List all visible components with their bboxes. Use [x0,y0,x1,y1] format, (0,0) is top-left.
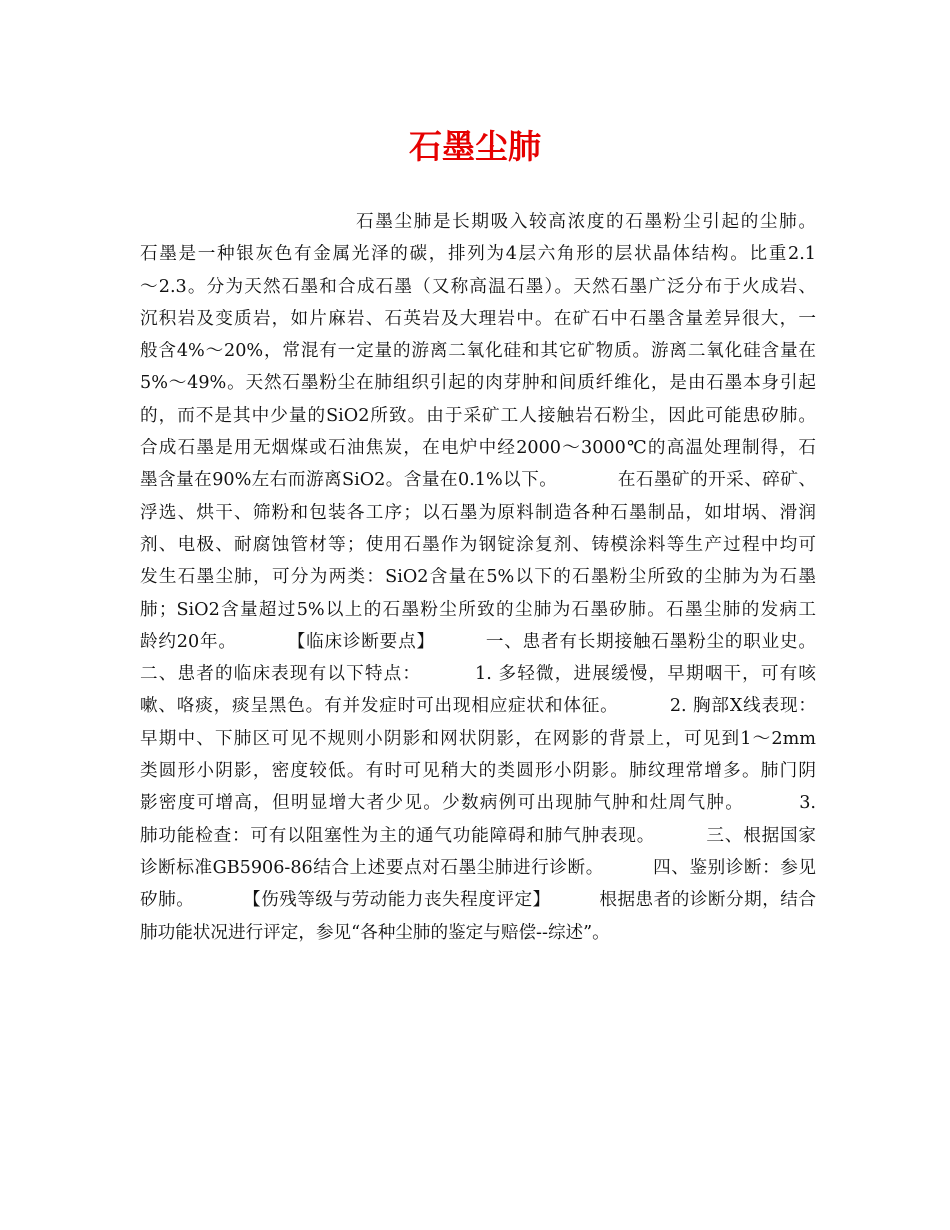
body-line: 类圆形小阴影，密度较低。有时可见稍大的类圆形小阴影。肺纹理常增多。肺门阴 [140,761,816,782]
body-line: 石墨是一种银灰色有金属光泽的碳，排列为4层六角形的层状晶体结构。比重2.1 [140,244,816,265]
body-line: 浮选、烘干、筛粉和包装各工序；以石墨为原料制造各种石墨制品，如坩埚、滑润 [140,502,816,523]
body-line: 诊断标准GB5906-86结合上述要点对石墨尘肺进行诊断。 四、鉴别诊断：参见 [140,857,816,878]
body-line: 石墨尘肺是长期吸入较高浓度的石墨粉尘引起的尘肺。 [356,212,816,232]
document-body [140,206,816,949]
body-line: 二、患者的临床表现有以下特点： 1. 多轻微，进展缓慢，早期咽干，可有咳 [140,664,816,685]
body-line: 影密度可增高，但明显增大者少见。少数病例可出现肺气肿和灶周气肿。 3. [140,793,816,814]
body-line: 早期中、下肺区可见不规则小阴影和网状阴影，在网影的背景上，可见到1～2mm [140,728,816,749]
body-line: 合成石墨是用无烟煤或石油焦炭，在电炉中经2000～3000℃的高温处理制得，石 [140,438,816,459]
body-line: 5%～49%。天然石墨粉尘在肺组织引起的肉芽肿和间质纤维化，是由石墨本身引起 [140,373,816,394]
body-line: 的，而不是其中少量的SiO2所致。由于采矿工人接触岩石粉尘，因此可能患矽肺。 [140,405,816,426]
body-line: 般含4%～20%，常混有一定量的游离二氧化硅和其它矿物质。游离二氧化硅含量在 [140,341,816,362]
body-line: 肺功能检查：可有以阻塞性为主的通气功能障碍和肺气肿表现。 三、根据国家 [140,825,816,846]
body-line: 沉积岩及变质岩，如片麻岩、石英岩及大理岩中。在矿石中石墨含量差异很大，一 [140,308,816,329]
document-title: 石墨尘肺 [409,127,541,166]
body-line: 嗽、咯痰，痰呈黑色。有并发症时可出现相应症状和体征。 2. 胸部X线表现： [140,696,816,717]
body-line: ～2.3。分为天然石墨和合成石墨（又称高温石墨）。天然石墨广泛分布于火成岩、 [140,276,816,297]
body-line: 肺；SiO2含量超过5%以上的石墨粉尘所致的尘肺为石墨矽肺。石墨尘肺的发病工 [140,599,816,620]
body-line: 发生石墨尘肺，可分为两类：SiO2含量在5%以下的石墨粉尘所致的尘肺为为石墨 [140,567,816,588]
body-line: 肺功能状况进行评定，参见“各种尘肺的鉴定与赔偿--综述”。 [140,922,610,943]
body-line: 剂、电极、耐腐蚀管材等；使用石墨作为钢锭涂复剂、铸模涂料等生产过程中均可 [140,534,816,555]
body-line: 矽肺。 【伤残等级与劳动能力丧失程度评定】 根据患者的诊断分期，结合 [140,890,816,911]
body-line: 龄约20年。 【临床诊断要点】 一、患者有长期接触石墨粉尘的职业史。 [140,631,816,652]
body-line: 墨含量在90%左右而游离SiO2。含量在0.1%以下。 在石墨矿的开采、碎矿、 [140,470,816,491]
